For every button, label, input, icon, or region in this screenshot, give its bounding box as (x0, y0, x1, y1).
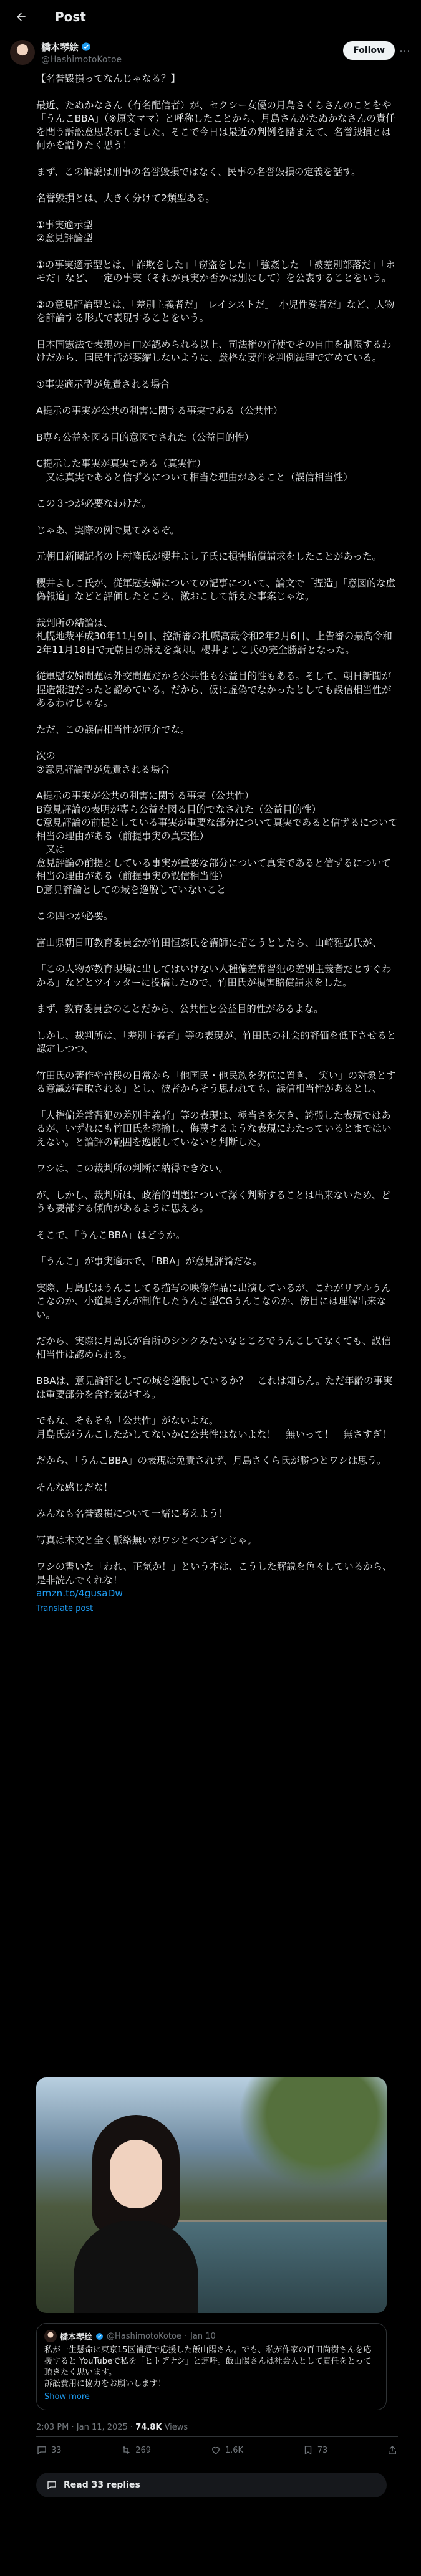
bookmark-button[interactable] (302, 2445, 328, 2456)
post-paragraph: 札幌地裁平成30年11月9日、控訴審の札幌高裁令和2年2月6日、上告審の最高令和2年11月18日で元朝日の訴えを棄却。櫻井よしこ氏の完全勝訴となった。 (36, 631, 392, 656)
post-paragraph: 又は (36, 844, 65, 855)
reply-icon (36, 2445, 47, 2456)
paragraph-spacer (36, 990, 398, 1003)
paragraph-spacer (36, 1149, 398, 1162)
post-paragraph: 意見評論の前提としている事実が重要な部分について真実であると信ずるについて相当の理由がある（前提事実の誤信相当性） (36, 857, 391, 882)
reply-button[interactable] (36, 2445, 62, 2456)
post-paragraph: ②意見評論型 (36, 232, 93, 244)
post-paragraph: ①の事実適示型とは、「詐欺をした」「窃盗をした」「強姦した」「被差別部落だ」「ホモだ」など、一定の事実（それが真実か否かは別にして）を公表することをいう。 (36, 259, 395, 284)
post-paragraph: 櫻井よしこ氏が、従軍慰安婦についての記事について、論文で「捏造」「意図的な虚偽報道」などと評価したところ、激おこして訴えた事案じゃな。 (36, 577, 396, 602)
post-paragraph: この四つが必要。 (36, 910, 114, 922)
paragraph-spacer (36, 1441, 398, 1454)
paragraph-spacer (36, 1468, 398, 1481)
post-paragraph: ①事実適示型 (36, 219, 93, 231)
paragraph-spacer (36, 737, 398, 750)
post-paragraph: 裁判所の結論は、 (36, 617, 114, 629)
action-bar (36, 2438, 398, 2463)
quote-avatar (44, 2330, 57, 2342)
paragraph-spacer (36, 537, 398, 550)
paragraph-spacer (36, 1401, 398, 1414)
paragraph-spacer (36, 1096, 398, 1109)
post-paragraph: 富山県朝日町教育委員会が竹田恒泰氏を講師に招こうとしたら、山崎雅弘氏が、 (36, 937, 382, 948)
post-paragraph: C提示した事実が真実である（真実性） (36, 458, 206, 469)
post-paragraph: 「人権偏差常習犯の差別主義者」等の表現は、極当さを欠き、誇張した表現ではあるが、いずれにも竹田氏を揶揄し、侮蔑するような表現にわたっているとまではいえない。と論評の範囲を逸脱していないと判断した。 (36, 1109, 392, 1148)
post-paragraph: ワシの書いた「われ、正気か！」という本は、こうした解説を色々しているから、是非読んでくれな！ (36, 1561, 392, 1586)
post-paragraph: B意見評論の表明が専ら公益を図る目的でなされた（公益目的性） (36, 803, 321, 815)
quote-author-name: 橋本琴絵 (60, 2332, 93, 2342)
post-paragraph: 又は真実であると信ずるについて相当な理由があること（誤信相当性） (36, 471, 353, 483)
back-arrow-icon[interactable] (10, 6, 32, 28)
post-paragraph: 名誉毀損とは、大きく分けて2類型ある。 (36, 193, 215, 204)
post-paragraph: 写真は本文と全く脈絡無いがワシとベンギンじゃ。 (36, 1534, 257, 1546)
repost-button[interactable] (120, 2445, 151, 2456)
read-replies-label: Read 33 replies (64, 2480, 140, 2490)
share-icon (387, 2445, 398, 2456)
post-paragraph: C意見評論の前提としている事実が重要な部分について真実であると信ずるについて相当の理由がある（前提事実の真実性） (36, 817, 398, 842)
paragraph-spacer (36, 1322, 398, 1335)
show-more-link[interactable]: Show more (44, 2392, 90, 2402)
paragraph-spacer (36, 950, 398, 963)
bookmark-icon (302, 2445, 314, 2456)
post-paragraph: 従軍慰安婦問題は外交問題だから公共性も公益目的性もある。そして、朝日新聞が捏造報道だったと認めている。だから、仮に虚偽でなかったとしても誤信相当性があるわけじゃな。 (36, 670, 392, 708)
post-paragraph: でもな、そもそも「公共性」がないよな。 (36, 1415, 219, 1426)
paragraph-spacer (36, 86, 398, 99)
author-row (10, 37, 411, 67)
post-paragraph: 日本国憲法で表現の自由が認められる以上、司法権の行使でその自由を制限するわけだから、国民生活が萎縮しないように、厳格な要件を判例法理で定めている。 (36, 338, 392, 363)
amazon-link[interactable]: amzn.to/4gusaDw (36, 1588, 123, 1599)
post-paragraph: 次の (36, 750, 56, 761)
verified-badge-icon (95, 2332, 104, 2340)
post-paragraph: ②の意見評論型とは、「差別主義者だ」「レイシストだ」「小児性愛者だ」など、人物を評論する形式で表現することをいう。 (36, 298, 395, 323)
paragraph-spacer (36, 391, 398, 404)
post-paragraph: ②意見評論型が免責される場合 (36, 763, 170, 775)
post-paragraph: まず、この解説は刑事の名誉毀損ではなく、民事の名誉毀損の定義を話す。 (36, 166, 361, 178)
post-paragraph: そこで、「うんこBBA」はどうか。 (36, 1229, 186, 1241)
paragraph-spacer (36, 206, 398, 219)
post-text (36, 72, 398, 1615)
quoted-post[interactable]: 橋本琴絵 @HashimotoKotoe · Jan 10 私が一生懸命に東京15区補選で応援した飯山陽さん。でも、私が作家の百田尚樹さんを応援すると YouTubeで私を「ヒトデナシ」と連呼。飯山陽さんは社会人として責任をとって頂きたく思います。 訴訟費用に協力をお願いします！ Show more (36, 2323, 387, 2410)
quote-date: Jan 10 (190, 2331, 216, 2341)
like-count: 1.6K (225, 2445, 244, 2455)
follow-button[interactable]: Follow (343, 41, 395, 60)
verified-badge-icon (81, 42, 91, 52)
paragraph-spacer (36, 511, 398, 524)
post-paragraph: じゃあ、実際の例で見てみるぞ。 (36, 524, 180, 536)
more-options-icon[interactable]: ⋯ (399, 45, 411, 58)
post-paragraph: D意見評論としての域を逸脱していないこと (36, 884, 226, 895)
paragraph-spacer (36, 1494, 398, 1507)
author-handle[interactable]: @HashimotoKotoe (41, 54, 122, 65)
post-paragraph: だから、「うんこBBA」の表現は免責されず、月島さくら氏が勝つとワシは思う。 (36, 1455, 387, 1466)
reply-count: 33 (51, 2445, 62, 2455)
quote-text: 私が一生懸命に東京15区補選で応援した飯山陽さん。でも、私が作家の百田尚樹さんを応援すると YouTubeで私を「ヒトデナシ」と連呼。飯山陽さんは社会人として責任をとって頂きたく思います。 訴訟費用に協力をお願いします！ (44, 2345, 372, 2388)
post-paragraph: だから、実際に月島氏が台所のシンクみたいなところでうんこしてなくても、誤信相当性は認められる。 (36, 1335, 391, 1360)
post-paragraph: A提示の事実が公共の利害に関する事実である（公共性） (36, 405, 283, 416)
paragraph-spacer (36, 1521, 398, 1534)
paragraph-spacer (36, 1547, 398, 1560)
like-button[interactable] (210, 2445, 243, 2456)
share-button[interactable] (387, 2445, 398, 2456)
post-photo[interactable] (36, 2077, 387, 2313)
post-paragraph: ワシは、この裁判所の判断に納得できない。 (36, 1163, 228, 1174)
paragraph-spacer (36, 1216, 398, 1229)
divider (36, 2436, 398, 2437)
post-paragraph: 「うんこ」が事実適示で、「BBA」が意見評論だな。 (36, 1256, 263, 1267)
avatar[interactable] (10, 40, 35, 65)
repost-icon (120, 2445, 132, 2456)
paragraph-spacer (36, 923, 398, 937)
post-paragraph: BBAは、意見論評としての域を逸脱しているか？ これは知らん。ただ年齢の事実は重要部分を含む気がする。 (36, 1375, 393, 1400)
paragraph-spacer (36, 179, 398, 192)
paragraph-spacer (36, 365, 398, 378)
post-timestamp: 2:03 PM · Jan 11, 2025 · 74.8K Views (36, 2423, 188, 2432)
paragraph-spacer (36, 418, 398, 431)
paragraph-spacer (36, 1016, 398, 1029)
chat-bubble-icon (46, 2479, 57, 2491)
post-paragraph: 元朝日新聞記者の上村隆氏が櫻井よし子氏に損害賠償請求をしたことがあった。 (36, 551, 382, 562)
post-paragraph: ①事実適示型が免責される場合 (36, 378, 170, 390)
post-paragraph: が、しかし、裁判所は、政治的問題について深く判断することは出来ないため、どうも要部する傾向があるように思える。 (36, 1189, 391, 1214)
paragraph-spacer (36, 1269, 398, 1282)
post-paragraph: この３つが必要なわけだ。 (36, 498, 152, 509)
post-paragraph: 最近、たぬかなさん（有名配信者）が、セクシー女優の月島さくらさんのことをや「うんこBBA」（※原文ママ）と呼称したことから、月島さんがたぬかなさんの責任を問う訴訟意思表示しました。そこで今日は最近の判例を踏まえて、名誉毀損とは何かを語りたく思う！ (36, 99, 395, 151)
bookmark-count: 73 (317, 2445, 328, 2455)
paragraph-spacer (36, 1362, 398, 1375)
post-paragraph: まず、教育委員会のことだから、公共性と公益目的性があるよな。 (36, 1003, 324, 1014)
paragraph-spacer (36, 246, 398, 259)
views-count: 74.8K (135, 2423, 162, 2432)
views-label: Views (164, 2423, 188, 2432)
heart-icon (210, 2445, 221, 2456)
paragraph-spacer (36, 564, 398, 577)
paragraph-spacer (36, 1176, 398, 1189)
paragraph-spacer (36, 897, 398, 910)
paragraph-spacer (36, 1056, 398, 1069)
top-bar (0, 0, 421, 33)
paragraph-spacer (36, 444, 398, 457)
repost-count: 269 (135, 2445, 152, 2455)
page-title: Post (55, 9, 86, 24)
paragraph-spacer (36, 153, 398, 166)
post-paragraph: しかし、裁判所は、「差別主義者」等の表現が、竹田氏の社会的評価を低下させると認定しつつ、 (36, 1029, 397, 1054)
person-figure (74, 2115, 198, 2313)
author-name[interactable]: 橋本琴絵 (41, 41, 79, 53)
post-paragraph: 実際、月島氏はうんこしてる描写の映像作品に出演しているが、これがリアルうんこなのか、小道具さんが制作したうんこ型CGうんこなのか、傍目には理解出来ない。 (36, 1282, 391, 1320)
post-paragraph: みんなも名誉毀損について一緒に考えよう！ (36, 1508, 228, 1519)
paragraph-spacer (36, 710, 398, 723)
translate-post-link[interactable]: Translate post (36, 1603, 94, 1613)
tree-background (225, 2077, 387, 2202)
paragraph-spacer (36, 1242, 398, 1255)
post-paragraph: A提示の事実が公共の利害に関する事実（公共性） (36, 790, 254, 801)
post-paragraph: B専ら公益を図る目的意図でされた（公益目的性） (36, 431, 254, 443)
paragraph-spacer (36, 657, 398, 670)
paragraph-spacer (36, 776, 398, 789)
post-paragraph: 【名誉毀損ってなんじゃなる？】 (36, 73, 180, 84)
paragraph-spacer (36, 325, 398, 338)
post-paragraph: ただ、この誤信相当性が厄介でな。 (36, 723, 190, 735)
post-paragraph: 「この人物が教育現場に出してはいけない人種偏差常習犯の差別主義者だとすぐわかる」などとツイッターに投稿したので、竹田氏が損害賠償請求をした。 (36, 963, 392, 988)
post-paragraph: 月島氏がうんこしたかしてないかに公共性はないよな！ 無いって！ 無さすぎ！ (36, 1428, 392, 1440)
read-replies-button[interactable] (36, 2473, 387, 2497)
post-paragraph: そんな感じだな！ (36, 1481, 114, 1493)
post-time[interactable]: 2:03 PM · Jan 11, 2025 (36, 2423, 128, 2432)
post-paragraph: 竹田氏の著作や普段の日常から「他国民・他民族を劣位に置き、「笑い」の対象とする意識が看取される」とし、彼者からそう思われても、誤信相当性があるとし、 (36, 1069, 396, 1094)
paragraph-spacer (36, 604, 398, 617)
paragraph-spacer (36, 285, 398, 298)
paragraph-spacer (36, 484, 398, 497)
quote-author-handle: @HashimotoKotoe (107, 2331, 181, 2341)
